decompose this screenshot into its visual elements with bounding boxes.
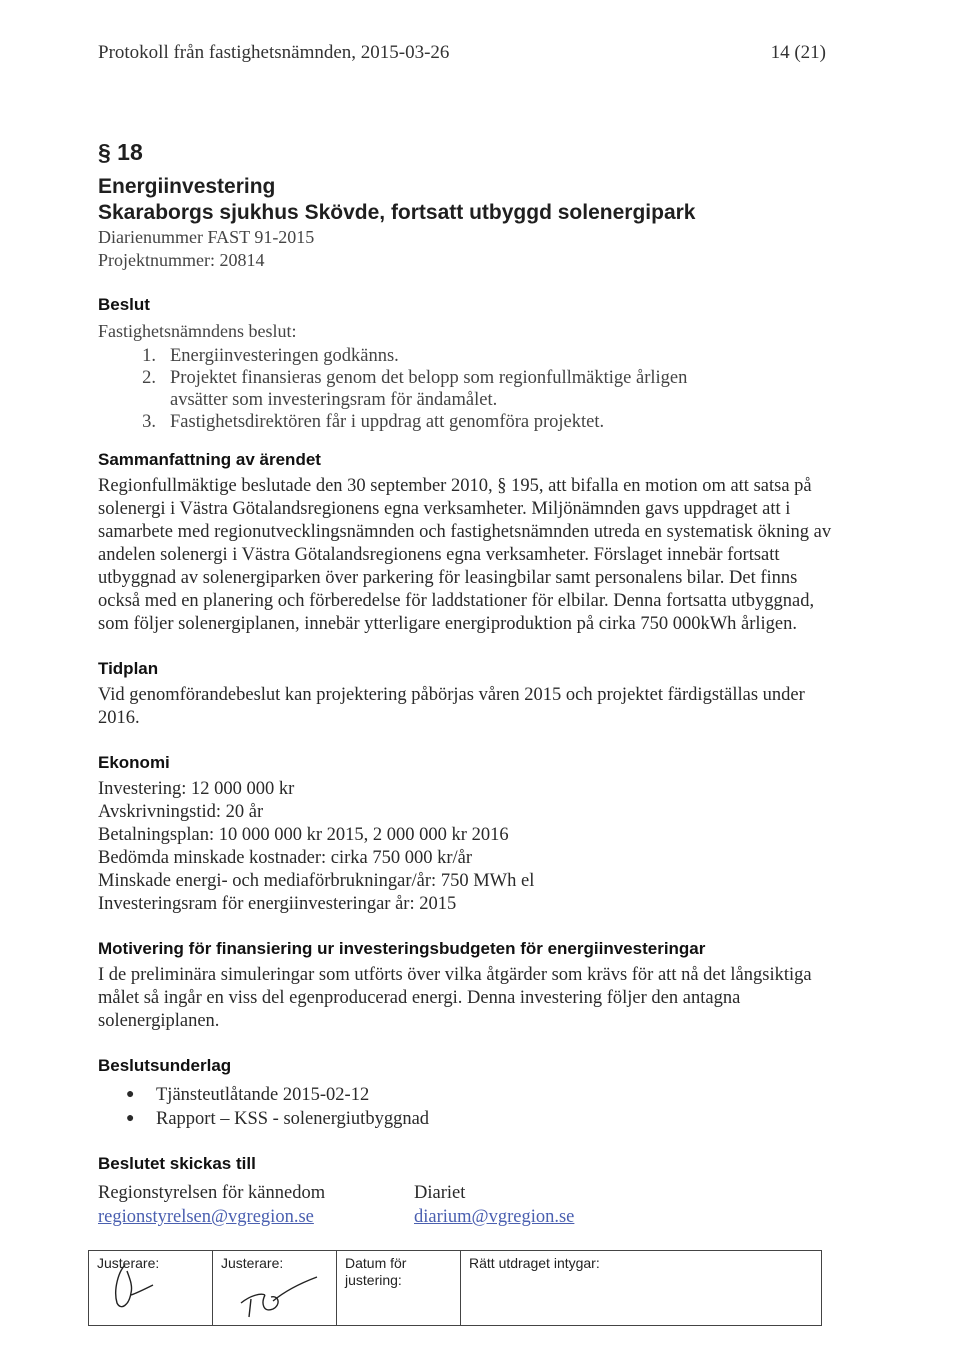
decision-list [98, 345, 838, 433]
motivering-heading: Motivering för finansiering ur investeringsbudgeten för energiinvesteringar [98, 939, 706, 958]
skickas-heading: Beslutet skickas till [98, 1154, 256, 1173]
section-title: Energiinvestering [98, 175, 276, 198]
document-content [98, 138, 838, 1229]
list-item-text: Rapport – KSS - solenergiutbyggnad [156, 1109, 430, 1129]
decision-item [98, 411, 838, 433]
decision-text: Fastighetsdirektören får i uppdrag att genomföra projektet. [170, 412, 605, 432]
signature-label: Rätt utdraget intygar: [469, 1255, 600, 1271]
decision-text: Energiinvesteringen godkänns. [170, 346, 399, 366]
ekonomi-line: Investering: 12 000 000 kr [98, 779, 295, 799]
list-item-text: Tjänsteutlåtande 2015-02-12 [156, 1085, 370, 1105]
sammanfattning-text: Regionfullmäktige beslutade den 30 september 2010, § 195, att bifalla en motion om att satsa på solenergi i Västra Götalandsregionens egna verksamheter. Miljönämnden gavs uppdraget att i samarbete med regionutvecklingsnämnden och fastighetsnämnden utreda en systematisk ökning av andelen solenergi i Västra Götalandsregionens egna verksamheter. Förslaget innebär fortsatt utbyggnad av solenergiparken över parkering för leasingbilar samt personalens bilar. Det finns också med en planering och förberedelse för laddstationer för elbilar. Denna fortsatta utbyggnad, som följer solenergiplanen, innebär ytterligare energiproduktion på cirka 750 000kWh årligen. [98, 476, 832, 634]
handwritten-signature-icon [103, 1259, 163, 1315]
list-item [98, 1083, 838, 1107]
email-link[interactable]: regionstyrelsen@vgregion.se [98, 1207, 314, 1227]
motivering-text: I de preliminära simuleringar som utförts över vilka åtgärder som krävs för att nå det långsiktiga målet så ingår en viss del egenproducerad energi. Denna investering följer den antagna solenergiplanen. [98, 965, 812, 1031]
signature-label: Justerare: [97, 1255, 160, 1271]
recipient-regionstyrelsen [98, 1181, 414, 1229]
recipients [98, 1181, 838, 1229]
email-link[interactable]: diarium@vgregion.se [414, 1207, 575, 1227]
beslutsunderlag-list [98, 1083, 838, 1131]
ekonomi-line: Avskrivningstid: 20 år [98, 802, 264, 822]
decision-text: Projektet finansieras genom det belopp som regionfullmäktige årligen avsätter som investeringsram för ändamålet. [170, 368, 688, 410]
projektnummer: Projektnummer: 20814 [98, 250, 265, 270]
ekonomi-line: Betalningsplan: 10 000 000 kr 2015, 2 000 000 kr 2016 [98, 825, 509, 845]
signature-cell-justerare-1 [89, 1251, 213, 1325]
signature-label: Datum för justering: [345, 1255, 407, 1288]
decision-number: 1. [142, 346, 156, 366]
recipient-name: Diariet [414, 1183, 466, 1203]
recipient-name: Regionstyrelsen för kännedom [98, 1183, 326, 1203]
decision-number: 2. [142, 368, 156, 388]
bullet-icon: ● [126, 1111, 135, 1126]
handwritten-signature-icon [221, 1273, 321, 1323]
ekonomi-heading: Ekonomi [98, 753, 170, 772]
ekonomi-line: Bedömda minskade kostnader: cirka 750 000 kr/år [98, 848, 473, 868]
signature-cell-datum [337, 1251, 461, 1325]
section-subtitle: Skaraborgs sjukhus Skövde, fortsatt utbyggd solenergipark [98, 201, 696, 224]
ekonomi-line: Investeringsram för energiinvesteringar år: 2015 [98, 894, 457, 914]
beslut-heading: Beslut [98, 295, 150, 314]
beslutsunderlag-heading: Beslutsunderlag [98, 1056, 232, 1075]
decision-item [98, 345, 838, 367]
recipient-diariet [414, 1181, 574, 1229]
signature-table [88, 1250, 822, 1326]
page-number: 14 (21) [770, 42, 826, 63]
signature-label: Justerare: [221, 1255, 284, 1271]
bullet-icon: ● [126, 1087, 135, 1102]
tidplan-heading: Tidplan [98, 659, 159, 678]
diarienummer: Diarienummer FAST 91-2015 [98, 227, 315, 247]
signature-cell-intygar [461, 1251, 821, 1325]
ekonomi-line: Minskade energi- och mediaförbrukningar/år: 750 MWh el [98, 871, 535, 891]
beslut-intro: Fastighetsnämndens beslut: [98, 321, 297, 341]
sammanfattning-heading: Sammanfattning av ärendet [98, 450, 321, 469]
signature-cell-justerare-2 [213, 1251, 337, 1325]
list-item [98, 1107, 838, 1131]
decision-item [98, 367, 838, 411]
decision-number: 3. [142, 412, 156, 432]
tidplan-text: Vid genomförandebeslut kan projektering påbörjas våren 2015 och projektet färdigställas under 2016. [98, 685, 805, 728]
document-header-title: Protokoll från fastighetsnämnden, 2015-03-26 [98, 42, 450, 63]
paragraph-number: § 18 [98, 139, 143, 165]
